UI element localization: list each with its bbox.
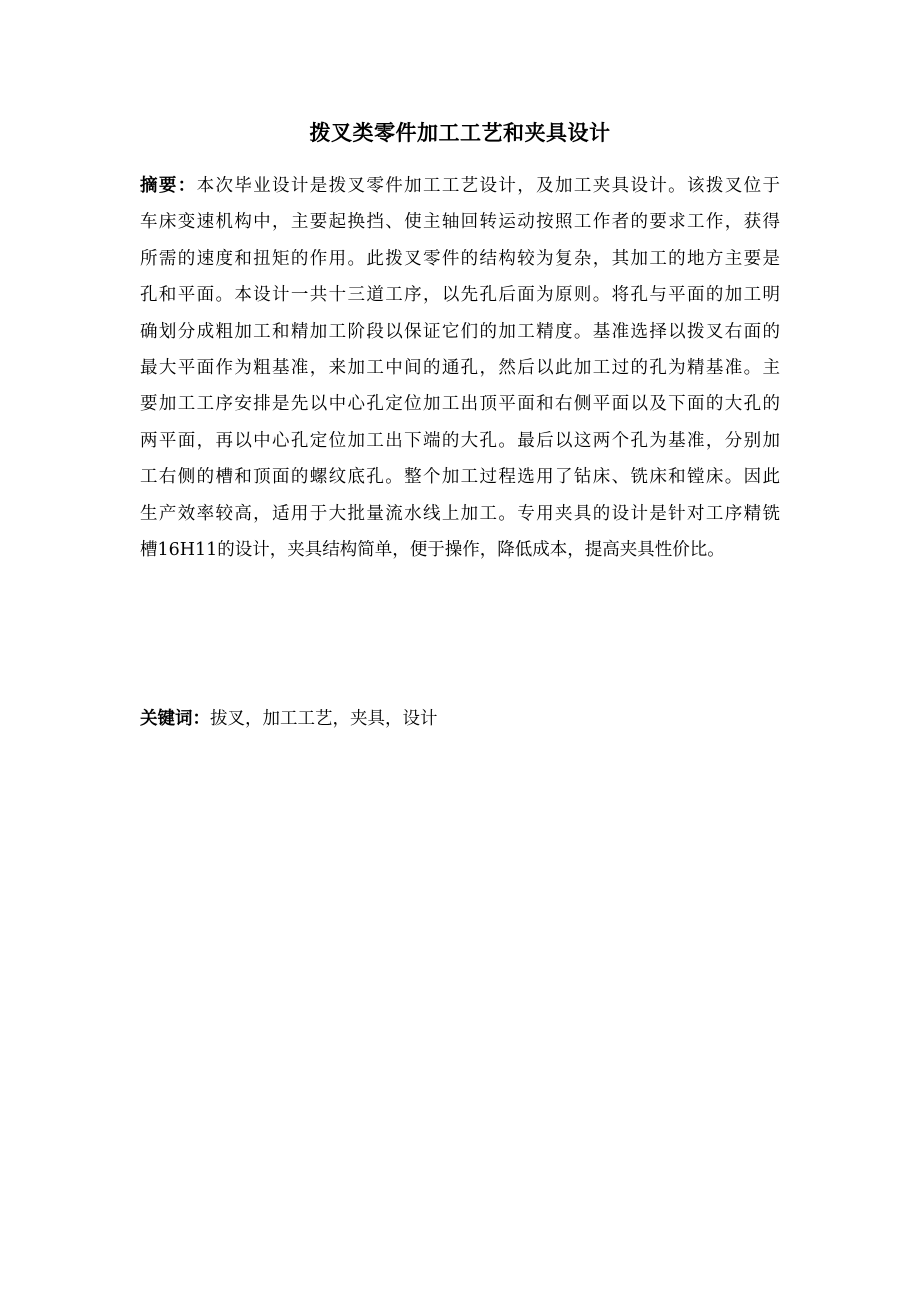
abstract-line-text: 本次毕业设计是拨叉零件加工工艺设计，及加工夹具设计。该拨叉位于 [196,176,781,196]
abstract-line: 确划分成粗加工和精加工阶段以保证它们的加工精度。基准选择以拨叉右面的 [140,321,780,342]
abstract-line: 孔和平面。本设计一共十三道工序，以先孔后面为原则。将孔与平面的加工明 [140,285,780,306]
abstract-paragraph [140,168,780,568]
document-title: 拨叉类零件加工工艺和夹具设计 [309,121,611,145]
abstract-line: 最大平面作为粗基准，来加工中间的通孔，然后以此加工过的孔为精基准。主 [140,357,780,378]
abstract-line: 车床变速机构中，主要起换挡、使主轴回转运动按照工作者的要求工作，获得 [140,212,780,233]
abstract-line [140,168,780,204]
abstract-line: 槽16H11的设计，夹具结构简单，便于操作，降低成本，提高夹具性价比。 [140,539,725,560]
keywords-label: 关键词： [140,709,210,729]
keywords-line [140,701,780,737]
abstract-line: 工右侧的槽和顶面的螺纹底孔。整个加工过程选用了钻床、铣床和镗床。因此 [140,467,780,488]
abstract-line: 生产效率较高，适用于大批量流水线上加工。专用夹具的设计是针对工序精铣 [140,503,780,524]
abstract-line: 所需的速度和扭矩的作用。此拨叉零件的结构较为复杂，其加工的地方主要是 [140,248,780,269]
abstract-line: 两平面，再以中心孔定位加工出下端的大孔。最后以这两个孔为基准，分别加 [140,430,780,451]
keywords-text: 拔叉，加工工艺，夹具，设计 [210,709,438,729]
abstract-line: 要加工工序安排是先以中心孔定位加工出顶平面和右侧平面以及下面的大孔的 [140,394,780,415]
abstract-label: 摘要： [140,176,197,196]
